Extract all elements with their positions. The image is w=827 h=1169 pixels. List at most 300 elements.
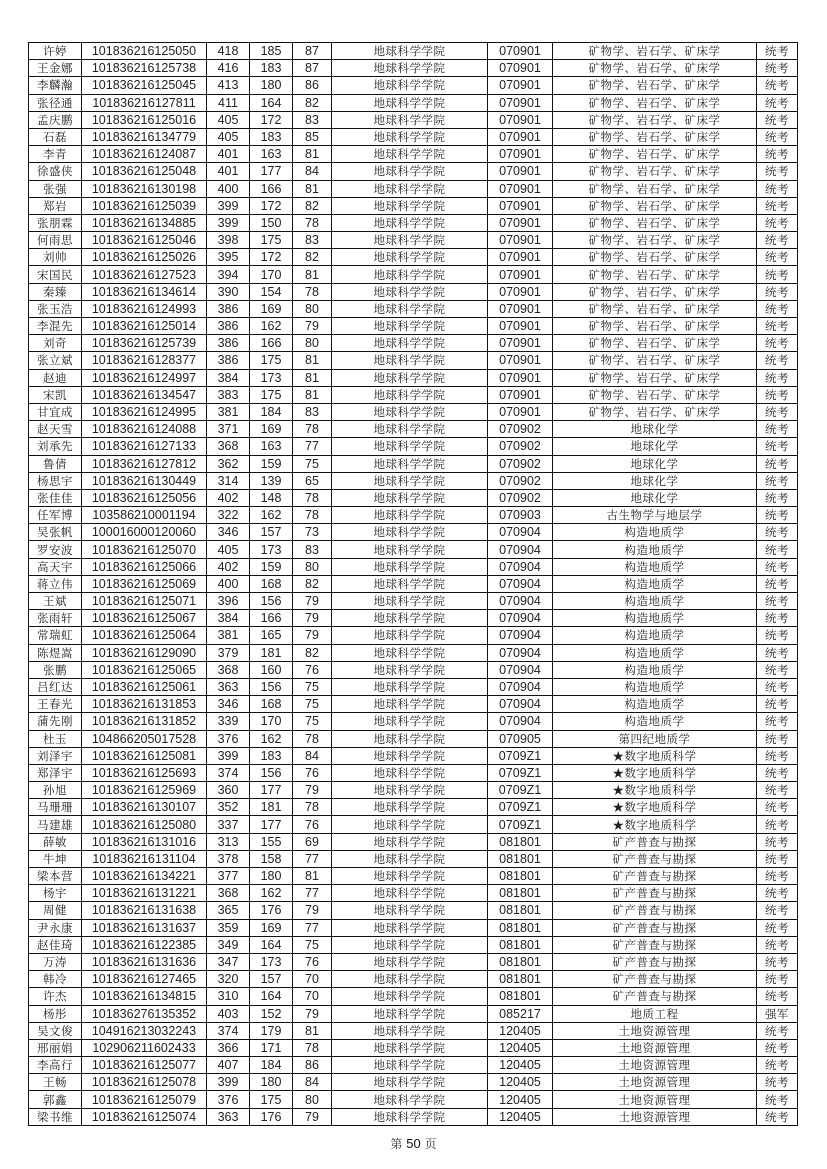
major-code-cell: 120405 [488,1039,553,1056]
sub-score-cell: 79 [293,610,332,627]
subtotal-score-cell: 177 [250,163,293,180]
name-cell: 赵天雪 [29,421,82,438]
total-score-cell: 374 [207,764,250,781]
exam-id-cell: 101836216134547 [82,386,207,403]
exam-id-cell: 101836216130107 [82,799,207,816]
major-name-cell: 矿物学、岩石学、矿床学 [553,128,757,145]
major-code-cell: 070904 [488,610,553,627]
name-cell: 李麟瀚 [29,77,82,94]
admission-type-cell: 统考 [757,77,798,94]
name-cell: 宋凯 [29,386,82,403]
table-row [29,936,798,953]
name-cell: 刘奇 [29,335,82,352]
admission-roster-table [28,42,798,1126]
college-cell: 地球科学学院 [332,1039,488,1056]
total-score-cell: 362 [207,455,250,472]
college-cell: 地球科学学院 [332,936,488,953]
table-row [29,1022,798,1039]
table-row [29,1091,798,1108]
major-code-cell: 081801 [488,850,553,867]
name-cell: 赵佳琦 [29,936,82,953]
college-cell: 地球科学学院 [332,507,488,524]
name-cell: 马建雄 [29,816,82,833]
college-cell: 地球科学学院 [332,644,488,661]
subtotal-score-cell: 173 [250,369,293,386]
major-code-cell: 070902 [488,489,553,506]
name-cell: 刘帅 [29,249,82,266]
name-cell: 李混先 [29,318,82,335]
sub-score-cell: 78 [293,507,332,524]
college-cell: 地球科学学院 [332,438,488,455]
admission-type-cell: 统考 [757,678,798,695]
major-code-cell: 070901 [488,403,553,420]
major-name-cell: 土地资源管理 [553,1074,757,1091]
sub-score-cell: 85 [293,128,332,145]
table-row [29,558,798,575]
table-row [29,575,798,592]
name-cell: 张径通 [29,94,82,111]
sub-score-cell: 77 [293,885,332,902]
name-cell: 刘泽宇 [29,747,82,764]
major-code-cell: 070904 [488,713,553,730]
footer-prefix: 第 [390,1137,403,1151]
name-cell: 杨宇 [29,885,82,902]
major-name-cell: 构造地质学 [553,524,757,541]
college-cell: 地球科学学院 [332,971,488,988]
subtotal-score-cell: 155 [250,833,293,850]
major-name-cell: 土地资源管理 [553,1022,757,1039]
major-code-cell: 070901 [488,146,553,163]
table-row [29,128,798,145]
total-score-cell: 310 [207,988,250,1005]
table-row [29,94,798,111]
college-cell: 地球科学学院 [332,678,488,695]
table-row [29,610,798,627]
subtotal-score-cell: 175 [250,386,293,403]
name-cell: 梁书维 [29,1108,82,1125]
subtotal-score-cell: 162 [250,885,293,902]
major-name-cell: 构造地质学 [553,593,757,610]
major-code-cell: 070904 [488,558,553,575]
name-cell: 石磊 [29,128,82,145]
admission-type-cell: 统考 [757,799,798,816]
admission-type-cell: 统考 [757,318,798,335]
college-cell: 地球科学学院 [332,1108,488,1125]
name-cell: 王畅 [29,1074,82,1091]
exam-id-cell: 101836216131636 [82,953,207,970]
major-code-cell: 070903 [488,507,553,524]
admission-type-cell: 统考 [757,60,798,77]
college-cell: 地球科学学院 [332,627,488,644]
exam-id-cell: 101836216130449 [82,472,207,489]
sub-score-cell: 83 [293,232,332,249]
major-code-cell: 081801 [488,902,553,919]
major-code-cell: 070901 [488,214,553,231]
name-cell: 秦臻 [29,283,82,300]
total-score-cell: 346 [207,696,250,713]
college-cell: 地球科学学院 [332,696,488,713]
college-cell: 地球科学学院 [332,747,488,764]
table-row [29,163,798,180]
total-score-cell: 313 [207,833,250,850]
table-row [29,421,798,438]
admission-type-cell: 统考 [757,94,798,111]
major-code-cell: 0709Z1 [488,799,553,816]
major-name-cell: 土地资源管理 [553,1091,757,1108]
major-name-cell: 构造地质学 [553,661,757,678]
major-code-cell: 0709Z1 [488,816,553,833]
total-score-cell: 405 [207,541,250,558]
college-cell: 地球科学学院 [332,593,488,610]
sub-score-cell: 81 [293,868,332,885]
subtotal-score-cell: 169 [250,300,293,317]
table-row [29,816,798,833]
total-score-cell: 322 [207,507,250,524]
name-cell: 宋国民 [29,266,82,283]
total-score-cell: 360 [207,782,250,799]
college-cell: 地球科学学院 [332,111,488,128]
admission-type-cell: 统考 [757,953,798,970]
major-code-cell: 070904 [488,627,553,644]
subtotal-score-cell: 177 [250,782,293,799]
sub-score-cell: 81 [293,180,332,197]
exam-id-cell: 101836216125064 [82,627,207,644]
major-code-cell: 070902 [488,438,553,455]
major-name-cell: 矿物学、岩石学、矿床学 [553,180,757,197]
sub-score-cell: 86 [293,77,332,94]
sub-score-cell: 83 [293,403,332,420]
name-cell: 郑泽宇 [29,764,82,781]
subtotal-score-cell: 139 [250,472,293,489]
name-cell: 尹永康 [29,919,82,936]
exam-id-cell: 101836216125067 [82,610,207,627]
name-cell: 刘承先 [29,438,82,455]
major-code-cell: 081801 [488,971,553,988]
sub-score-cell: 82 [293,249,332,266]
major-name-cell: 构造地质学 [553,610,757,627]
major-name-cell: 矿产普查与勘探 [553,868,757,885]
sub-score-cell: 79 [293,1108,332,1125]
major-name-cell: 矿产普查与勘探 [553,953,757,970]
sub-score-cell: 75 [293,455,332,472]
admission-type-cell: 统考 [757,850,798,867]
name-cell: 陈煜嵩 [29,644,82,661]
table-row [29,266,798,283]
sub-score-cell: 80 [293,335,332,352]
major-code-cell: 070901 [488,386,553,403]
sub-score-cell: 80 [293,300,332,317]
table-row [29,180,798,197]
sub-score-cell: 83 [293,111,332,128]
exam-id-cell: 101836216125070 [82,541,207,558]
major-code-cell: 0709Z1 [488,764,553,781]
total-score-cell: 403 [207,1005,250,1022]
sub-score-cell: 75 [293,713,332,730]
footer-suffix: 页 [424,1137,437,1151]
name-cell: 甘宜成 [29,403,82,420]
admission-type-cell: 统考 [757,197,798,214]
total-score-cell: 413 [207,77,250,94]
table-row [29,627,798,644]
exam-id-cell: 101836216125080 [82,816,207,833]
subtotal-score-cell: 164 [250,988,293,1005]
sub-score-cell: 76 [293,764,332,781]
subtotal-score-cell: 170 [250,713,293,730]
name-cell: 张佳佳 [29,489,82,506]
admission-type-cell: 统考 [757,386,798,403]
admission-type-cell: 统考 [757,403,798,420]
sub-score-cell: 79 [293,627,332,644]
table-row [29,799,798,816]
exam-id-cell: 102906211602433 [82,1039,207,1056]
exam-id-cell: 101836216134614 [82,283,207,300]
sub-score-cell: 79 [293,902,332,919]
sub-score-cell: 78 [293,1039,332,1056]
name-cell: 吴张帆 [29,524,82,541]
admission-type-cell: 统考 [757,558,798,575]
major-name-cell: 矿物学、岩石学、矿床学 [553,197,757,214]
total-score-cell: 399 [207,1074,250,1091]
table-row [29,507,798,524]
admission-type-cell: 统考 [757,507,798,524]
table-row [29,111,798,128]
total-score-cell: 386 [207,352,250,369]
major-code-cell: 070901 [488,94,553,111]
subtotal-score-cell: 181 [250,799,293,816]
admission-type-cell: 统考 [757,1091,798,1108]
subtotal-score-cell: 179 [250,1022,293,1039]
major-name-cell: 第四纪地质学 [553,730,757,747]
total-score-cell: 378 [207,850,250,867]
total-score-cell: 383 [207,386,250,403]
college-cell: 地球科学学院 [332,713,488,730]
major-name-cell: ★数字地质科学 [553,764,757,781]
exam-id-cell: 101836216125081 [82,747,207,764]
total-score-cell: 386 [207,300,250,317]
admission-type-cell: 统考 [757,438,798,455]
subtotal-score-cell: 154 [250,283,293,300]
major-code-cell: 070905 [488,730,553,747]
admission-type-cell: 统考 [757,782,798,799]
table-row [29,403,798,420]
subtotal-score-cell: 172 [250,111,293,128]
sub-score-cell: 81 [293,146,332,163]
subtotal-score-cell: 165 [250,627,293,644]
name-cell: 张朋霖 [29,214,82,231]
total-score-cell: 399 [207,747,250,764]
major-name-cell: 矿物学、岩石学、矿床学 [553,60,757,77]
name-cell: 赵迪 [29,369,82,386]
exam-id-cell: 101836216125738 [82,60,207,77]
name-cell: 梁本营 [29,868,82,885]
total-score-cell: 371 [207,421,250,438]
sub-score-cell: 79 [293,1005,332,1022]
college-cell: 地球科学学院 [332,335,488,352]
total-score-cell: 368 [207,661,250,678]
major-name-cell: 构造地质学 [553,678,757,695]
exam-id-cell: 101836216124088 [82,421,207,438]
exam-id-cell: 101836216129090 [82,644,207,661]
major-name-cell: ★数字地质科学 [553,799,757,816]
exam-id-cell: 101836216125078 [82,1074,207,1091]
major-code-cell: 070901 [488,77,553,94]
name-cell: 鲁倩 [29,455,82,472]
total-score-cell: 411 [207,94,250,111]
sub-score-cell: 84 [293,747,332,764]
name-cell: 李高行 [29,1057,82,1074]
table-row [29,593,798,610]
major-name-cell: 构造地质学 [553,541,757,558]
name-cell: 罗安波 [29,541,82,558]
major-name-cell: 地球化学 [553,472,757,489]
sub-score-cell: 84 [293,163,332,180]
college-cell: 地球科学学院 [332,816,488,833]
name-cell: 王春光 [29,696,82,713]
subtotal-score-cell: 158 [250,850,293,867]
exam-id-cell: 101836216131104 [82,850,207,867]
name-cell: 张鹏 [29,661,82,678]
table-row [29,885,798,902]
sub-score-cell: 87 [293,43,332,60]
exam-id-cell: 101836216122385 [82,936,207,953]
subtotal-score-cell: 152 [250,1005,293,1022]
exam-id-cell: 101836216124995 [82,403,207,420]
subtotal-score-cell: 171 [250,1039,293,1056]
admission-type-cell: 统考 [757,335,798,352]
sub-score-cell: 75 [293,696,332,713]
exam-id-cell: 101836216124997 [82,369,207,386]
subtotal-score-cell: 163 [250,146,293,163]
total-score-cell: 405 [207,128,250,145]
college-cell: 地球科学学院 [332,403,488,420]
admission-type-cell: 统考 [757,1074,798,1091]
total-score-cell: 416 [207,60,250,77]
total-score-cell: 363 [207,1108,250,1125]
sub-score-cell: 78 [293,283,332,300]
major-name-cell: 构造地质学 [553,696,757,713]
table-row [29,644,798,661]
subtotal-score-cell: 175 [250,232,293,249]
college-cell: 地球科学学院 [332,214,488,231]
exam-id-cell: 101836216124087 [82,146,207,163]
admission-type-cell: 统考 [757,163,798,180]
subtotal-score-cell: 164 [250,94,293,111]
exam-id-cell: 101836216128377 [82,352,207,369]
subtotal-score-cell: 162 [250,730,293,747]
major-name-cell: 构造地质学 [553,575,757,592]
exam-id-cell: 101836216125065 [82,661,207,678]
college-cell: 地球科学学院 [332,610,488,627]
exam-id-cell: 101836216125071 [82,593,207,610]
table-row [29,60,798,77]
exam-id-cell: 100016000120060 [82,524,207,541]
name-cell: 杨彤 [29,1005,82,1022]
admission-type-cell: 统考 [757,833,798,850]
major-name-cell: ★数字地质科学 [553,782,757,799]
total-score-cell: 399 [207,197,250,214]
subtotal-score-cell: 183 [250,128,293,145]
exam-id-cell: 101836216127811 [82,94,207,111]
major-name-cell: 矿物学、岩石学、矿床学 [553,369,757,386]
subtotal-score-cell: 175 [250,352,293,369]
sub-score-cell: 65 [293,472,332,489]
college-cell: 地球科学学院 [332,128,488,145]
table-row [29,43,798,60]
table-row [29,868,798,885]
exam-id-cell: 101836216131638 [82,902,207,919]
table-row [29,283,798,300]
sub-score-cell: 82 [293,197,332,214]
admission-type-cell: 强军 [757,1005,798,1022]
table-row [29,1057,798,1074]
major-code-cell: 081801 [488,885,553,902]
exam-id-cell: 101836216131852 [82,713,207,730]
subtotal-score-cell: 183 [250,60,293,77]
college-cell: 地球科学学院 [332,266,488,283]
subtotal-score-cell: 159 [250,558,293,575]
subtotal-score-cell: 176 [250,1108,293,1125]
major-code-cell: 070901 [488,249,553,266]
major-code-cell: 070904 [488,644,553,661]
subtotal-score-cell: 185 [250,43,293,60]
sub-score-cell: 79 [293,782,332,799]
total-score-cell: 384 [207,610,250,627]
college-cell: 地球科学学院 [332,575,488,592]
exam-id-cell: 101836216134815 [82,988,207,1005]
major-code-cell: 070901 [488,43,553,60]
sub-score-cell: 75 [293,936,332,953]
sub-score-cell: 75 [293,678,332,695]
subtotal-score-cell: 170 [250,266,293,283]
subtotal-score-cell: 156 [250,764,293,781]
name-cell: 郑岩 [29,197,82,214]
major-code-cell: 120405 [488,1108,553,1125]
major-name-cell: 矿产普查与勘探 [553,850,757,867]
table-row [29,661,798,678]
admission-type-cell: 统考 [757,816,798,833]
table-row [29,300,798,317]
subtotal-score-cell: 172 [250,249,293,266]
college-cell: 地球科学学院 [332,455,488,472]
major-name-cell: 矿产普查与勘探 [553,988,757,1005]
admission-type-cell: 统考 [757,764,798,781]
total-score-cell: 401 [207,163,250,180]
college-cell: 地球科学学院 [332,833,488,850]
table-row [29,352,798,369]
exam-id-cell: 101836216131853 [82,696,207,713]
major-code-cell: 120405 [488,1091,553,1108]
admission-type-cell: 统考 [757,1039,798,1056]
major-name-cell: 矿产普查与勘探 [553,902,757,919]
total-score-cell: 384 [207,369,250,386]
college-cell: 地球科学学院 [332,885,488,902]
table-row [29,197,798,214]
major-name-cell: 矿产普查与勘探 [553,833,757,850]
major-name-cell: 矿产普查与勘探 [553,885,757,902]
subtotal-score-cell: 177 [250,816,293,833]
college-cell: 地球科学学院 [332,558,488,575]
college-cell: 地球科学学院 [332,318,488,335]
major-code-cell: 0709Z1 [488,747,553,764]
admission-type-cell: 统考 [757,472,798,489]
college-cell: 地球科学学院 [332,782,488,799]
college-cell: 地球科学学院 [332,472,488,489]
exam-id-cell: 101836216125039 [82,197,207,214]
name-cell: 蒲先刚 [29,713,82,730]
total-score-cell: 352 [207,799,250,816]
subtotal-score-cell: 157 [250,971,293,988]
total-score-cell: 400 [207,180,250,197]
